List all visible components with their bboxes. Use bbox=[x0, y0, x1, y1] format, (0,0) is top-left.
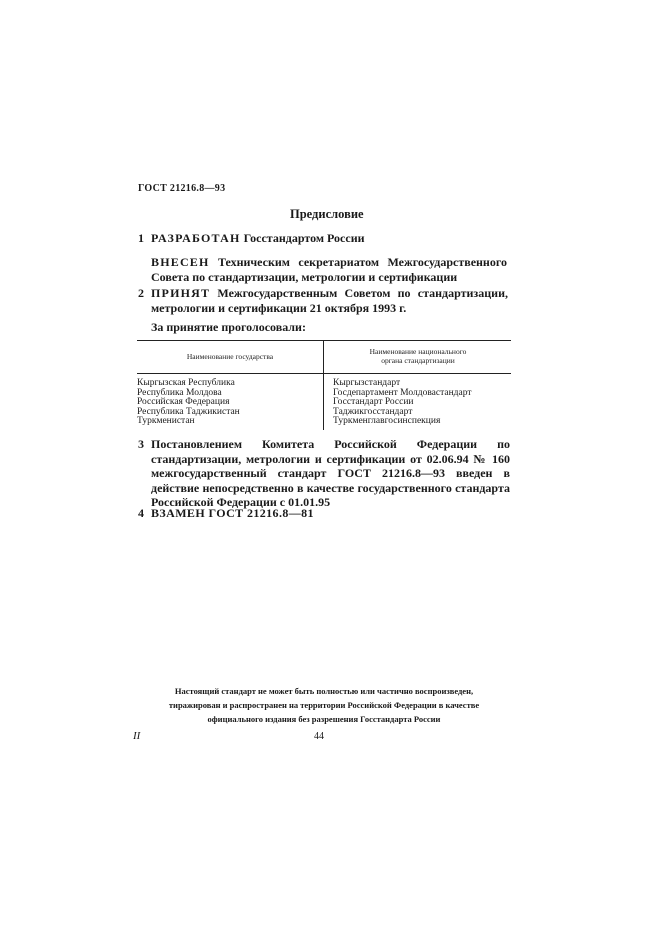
item-text: Техническим секретариатом Межгосударственного Совета по стандартизации, метрологии и сертификации bbox=[151, 255, 507, 284]
table-header-rule bbox=[137, 373, 511, 374]
copyright-line: официального издания без разрешения Госстандарта России bbox=[207, 714, 441, 724]
item-lead: РАЗРАБОТАН bbox=[151, 231, 241, 245]
table-header-body-line1: Наименование национального bbox=[369, 347, 467, 356]
section-title: Предисловие bbox=[290, 207, 364, 221]
table-cell-state: Республика Молдова bbox=[137, 387, 222, 398]
item-lead: ВНЕСЕН bbox=[151, 255, 210, 269]
table-column-states bbox=[137, 379, 240, 427]
item-number: 2 bbox=[138, 286, 144, 300]
item-enacted bbox=[138, 437, 510, 510]
copyright-line: тиражирован и распространен на территории Российской Федерации в качестве bbox=[168, 700, 480, 710]
page-roman-numeral: II bbox=[133, 730, 141, 742]
item-text: ВЗАМЕН ГОСТ 21216.8—81 bbox=[151, 506, 314, 520]
item-number: 1 bbox=[138, 231, 144, 245]
table-cell-state: Кыргызская Республика bbox=[137, 378, 235, 388]
document-code: ГОСТ 21216.8—93 bbox=[138, 183, 226, 194]
table-column-divider bbox=[323, 340, 324, 430]
item-replaces bbox=[138, 506, 508, 521]
item-text: Постановлением Комитета Российской Федерации по стандартизации, метрологии и сертификации от 02.06.94 № 160 межгосударственный стандарт ГОСТ 21216.8—93 введен в действие непосредственно в качестве государственного стандарта Российской Федерации с 01.01.95 bbox=[151, 437, 510, 509]
table-cell-body: Таджикгосстандарт bbox=[333, 406, 413, 417]
copyright-line: Настоящий стандарт не может быть полностью или частично воспроизведен, bbox=[174, 686, 474, 696]
vote-caption: За принятие проголосовали: bbox=[151, 320, 306, 334]
table-header-body bbox=[325, 347, 511, 365]
table-cell-state: Республика Таджикистан bbox=[137, 406, 240, 417]
item-number: 3 bbox=[138, 437, 144, 451]
voting-table bbox=[137, 340, 511, 430]
table-header-body-line2: органа стандартизации bbox=[381, 356, 455, 365]
item-submitted bbox=[151, 255, 507, 284]
table-cell-body: Кыргызстандарт bbox=[333, 378, 401, 388]
table-cell-body: Госстандарт России bbox=[333, 397, 414, 408]
table-cell-body: Туркменглавгосинспекция bbox=[333, 416, 441, 427]
item-number: 4 bbox=[138, 506, 144, 520]
item-text: Госстандартом России bbox=[240, 231, 365, 245]
item-adopted bbox=[138, 286, 508, 315]
table-cell-state: Туркменистан bbox=[137, 416, 195, 427]
table-cell-body: Госдепартамент Молдовастандарт bbox=[333, 387, 472, 398]
table-column-bodies bbox=[333, 379, 472, 427]
table-header-state: Наименование государства bbox=[186, 352, 274, 361]
item-text: Межгосударственным Советом по стандартизации, метрологии и сертификации 21 октября 1993 г. bbox=[151, 286, 508, 315]
item-developed bbox=[138, 231, 508, 246]
table-top-rule bbox=[137, 340, 511, 341]
item-lead: ПРИНЯТ bbox=[151, 286, 211, 300]
page-number: 44 bbox=[314, 731, 324, 742]
table-cell-state: Российская Федерация bbox=[137, 397, 230, 408]
copyright-notice bbox=[138, 684, 510, 726]
